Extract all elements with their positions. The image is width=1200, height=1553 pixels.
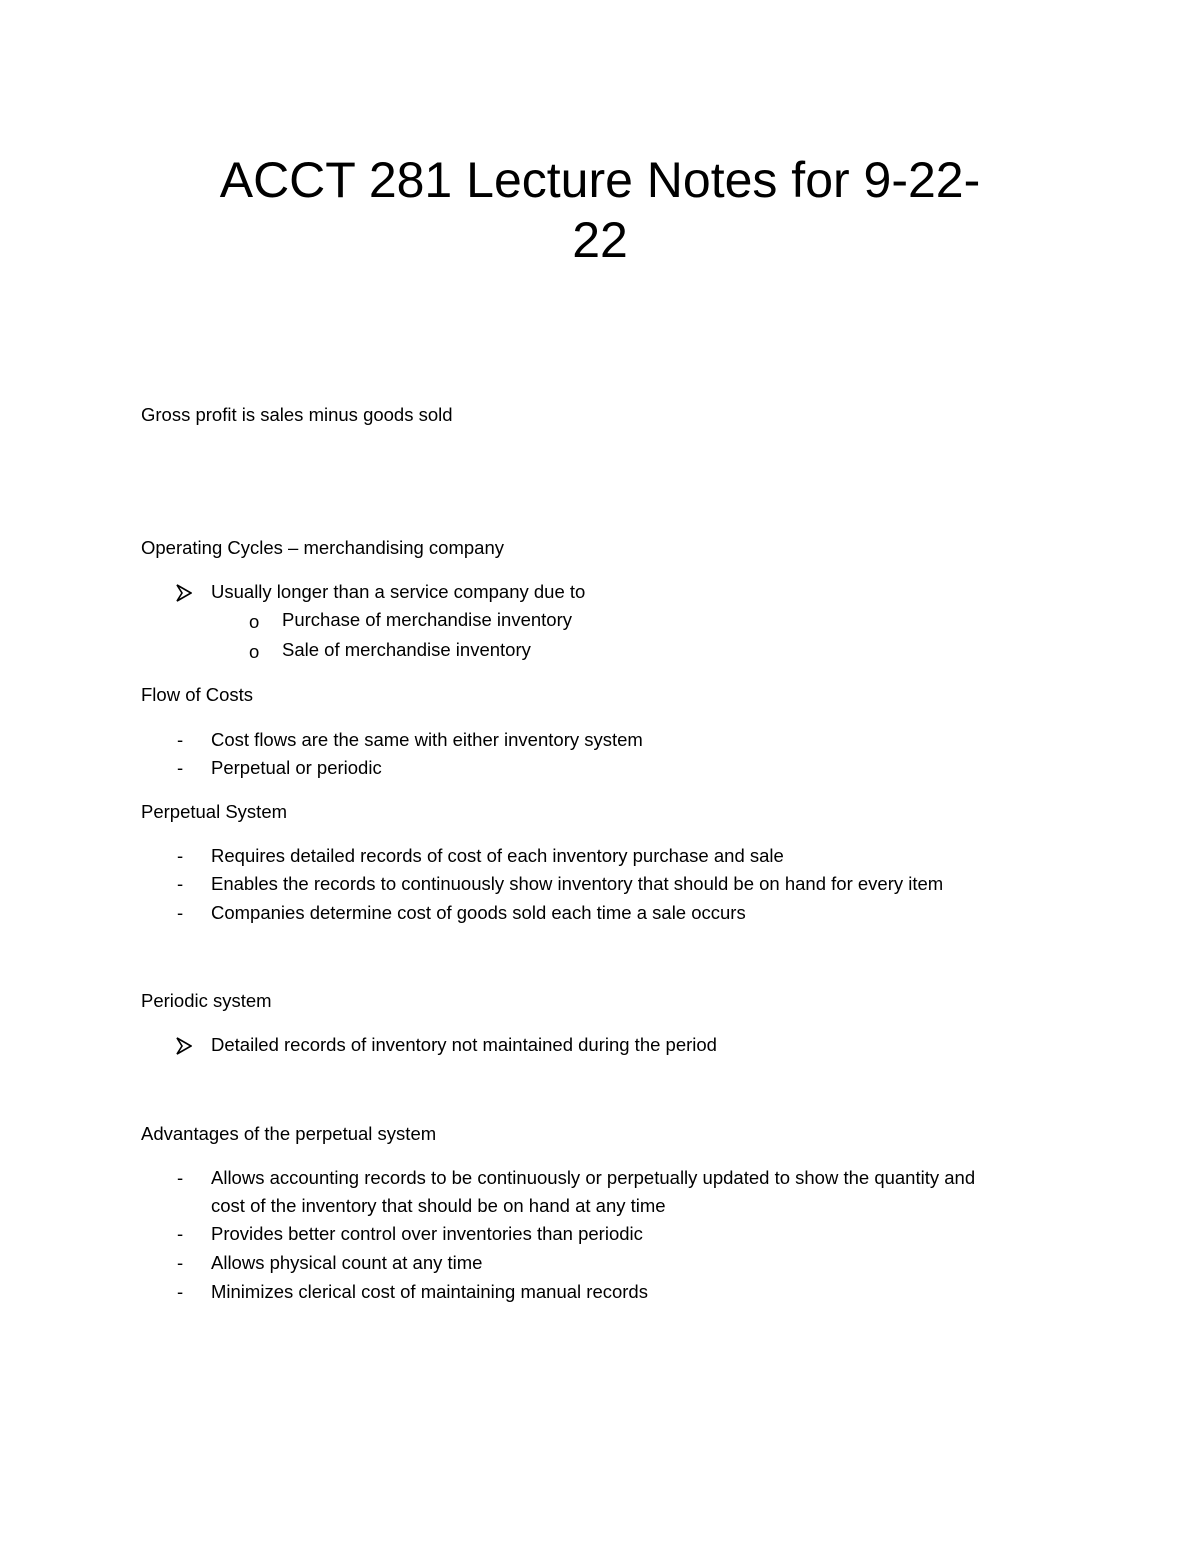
perpetual-system-item: Requires detailed records of cost of each inventory purchase and sale [211, 845, 784, 866]
advantages-item: Minimizes clerical cost of maintaining manual records [211, 1281, 648, 1302]
operating-cycles-sub-item: Purchase of merchandise inventory [282, 609, 572, 630]
dash-bullet: - [177, 1281, 184, 1302]
gross-profit-text: Gross profit is sales minus goods sold [141, 404, 453, 425]
page-title-line-1: ACCT 281 Lecture Notes for 9-22- [219, 152, 981, 208]
advantages-heading: Advantages of the perpetual system [141, 1123, 437, 1144]
dash-bullet: - [177, 873, 184, 894]
dash-bullet: - [177, 1223, 184, 1244]
perpetual-system-item: Companies determine cost of goods sold each time a sale occurs [211, 902, 746, 923]
perpetual-system-item: Enables the records to continuously show inventory that should be on hand for every item [211, 873, 944, 894]
operating-cycles-arrow-item: Usually longer than a service company due to [211, 581, 586, 602]
periodic-system-arrow-item: Detailed records of inventory not maintained during the period [211, 1034, 717, 1055]
flow-of-costs-item: Cost flows are the same with either inventory system [211, 729, 643, 750]
dash-bullet: - [177, 845, 184, 866]
sub-bullet-marker: o [249, 641, 260, 662]
sub-bullet-marker: o [249, 611, 260, 632]
advantages-item-line-2: cost of the inventory that should be on hand at any time [211, 1195, 666, 1216]
flow-of-costs-heading: Flow of Costs [141, 684, 254, 705]
periodic-system-heading: Periodic system [141, 990, 272, 1011]
dash-bullet: - [177, 729, 184, 750]
arrowhead-bullet-icon [176, 584, 192, 602]
operating-cycles-heading: Operating Cycles – merchandising company [141, 537, 504, 558]
dash-bullet: - [177, 1167, 184, 1188]
advantages-item: Allows physical count at any time [211, 1252, 483, 1273]
dash-bullet: - [177, 902, 184, 923]
dash-bullet: - [177, 1252, 184, 1273]
dash-bullet: - [177, 757, 184, 778]
advantages-item-line-1: Allows accounting records to be continuously or perpetually updated to show the quantity and [211, 1167, 976, 1188]
operating-cycles-sub-item: Sale of merchandise inventory [282, 639, 531, 660]
flow-of-costs-item: Perpetual or periodic [211, 757, 382, 778]
page-title-line-2: 22 [572, 212, 628, 268]
advantages-item: Provides better control over inventories than periodic [211, 1223, 643, 1244]
perpetual-system-heading: Perpetual System [141, 801, 288, 822]
arrowhead-bullet-icon [176, 1037, 192, 1055]
